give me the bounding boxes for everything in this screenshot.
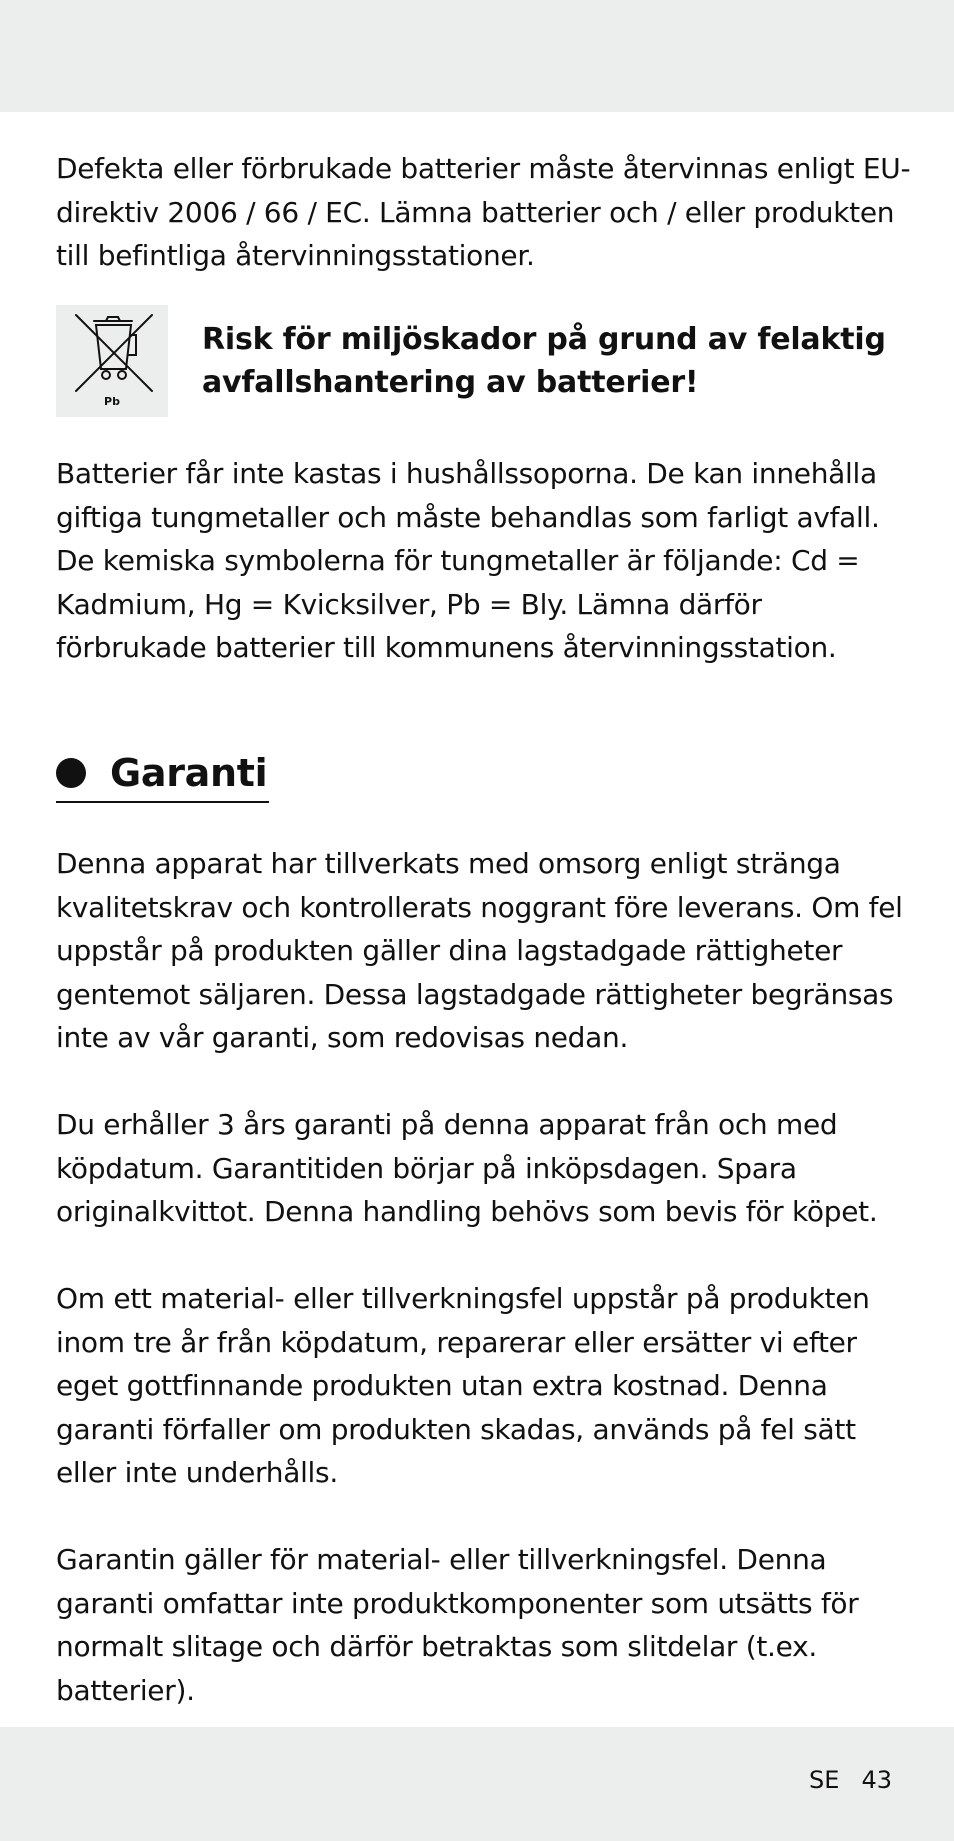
page-footer: [809, 1760, 892, 1800]
battery-paragraph: Batterier får inte kastas i hushållssoporna. De kan innehålla giftiga tungmetaller och måste behandlas som farligt avfall. De kemiska symbolerna för tungmetaller är följande: Cd = Kadmium, Hg = Kvicksilver, Pb = Bly. Lämna därför förbrukade batterier till kommunens återvinningsstation.: [56, 457, 880, 664]
page-number: 43: [861, 1766, 892, 1794]
language-code: SE: [809, 1766, 840, 1794]
section-title: Garanti: [110, 751, 268, 795]
top-band: [0, 0, 954, 112]
section-heading: [56, 745, 269, 803]
intro-paragraph: Defekta eller förbrukade batterier måste återvinnas enligt EU-direktiv 2006 / 66 / EC. Lämna batterier och / eller produkten till befintliga återvinningsstationer.: [56, 152, 911, 272]
crossed-bin-pb-icon: [56, 305, 168, 417]
garanti-paragraph-1: Denna apparat har tillverkats med omsorg enligt stränga kvalitetskrav och kontrollerats noggrant före leverans. Om fel uppstår på produkten gäller dina lagstadgade rättigheter gentemot säljaren. Dessa lagstadgade rättigheter begränsas inte av vår garanti, som redovisas nedan.: [56, 847, 903, 1054]
bullet-icon: [56, 758, 86, 788]
garanti-paragraph-2: Du erhåller 3 års garanti på denna apparat från och med köpdatum. Garantitiden börjar på inköpsdagen. Spara originalkvittot. Denna handling behövs som bevis för köpet.: [56, 1108, 878, 1228]
garanti-paragraph-4: Garantin gäller för material- eller tillverkningsfel. Denna garanti omfattar inte produktkomponenter som utsätts för normalt slitage och därför betraktas som slitdelar (t.ex. batterier).: [56, 1543, 859, 1707]
warning-title: Risk för miljöskador på grund av felaktig avfallshantering av batterier!: [202, 322, 886, 400]
pb-label: Pb: [104, 395, 120, 408]
garanti-paragraph-3: Om ett material- eller tillverkningsfel uppstår på produkten inom tre år från köpdatum, reparerar eller ersätter vi efter eget gottfinnande produkten utan extra kostnad. Denna garanti förfaller om produkten skadas, används på fel sätt eller inte underhålls.: [56, 1282, 870, 1489]
